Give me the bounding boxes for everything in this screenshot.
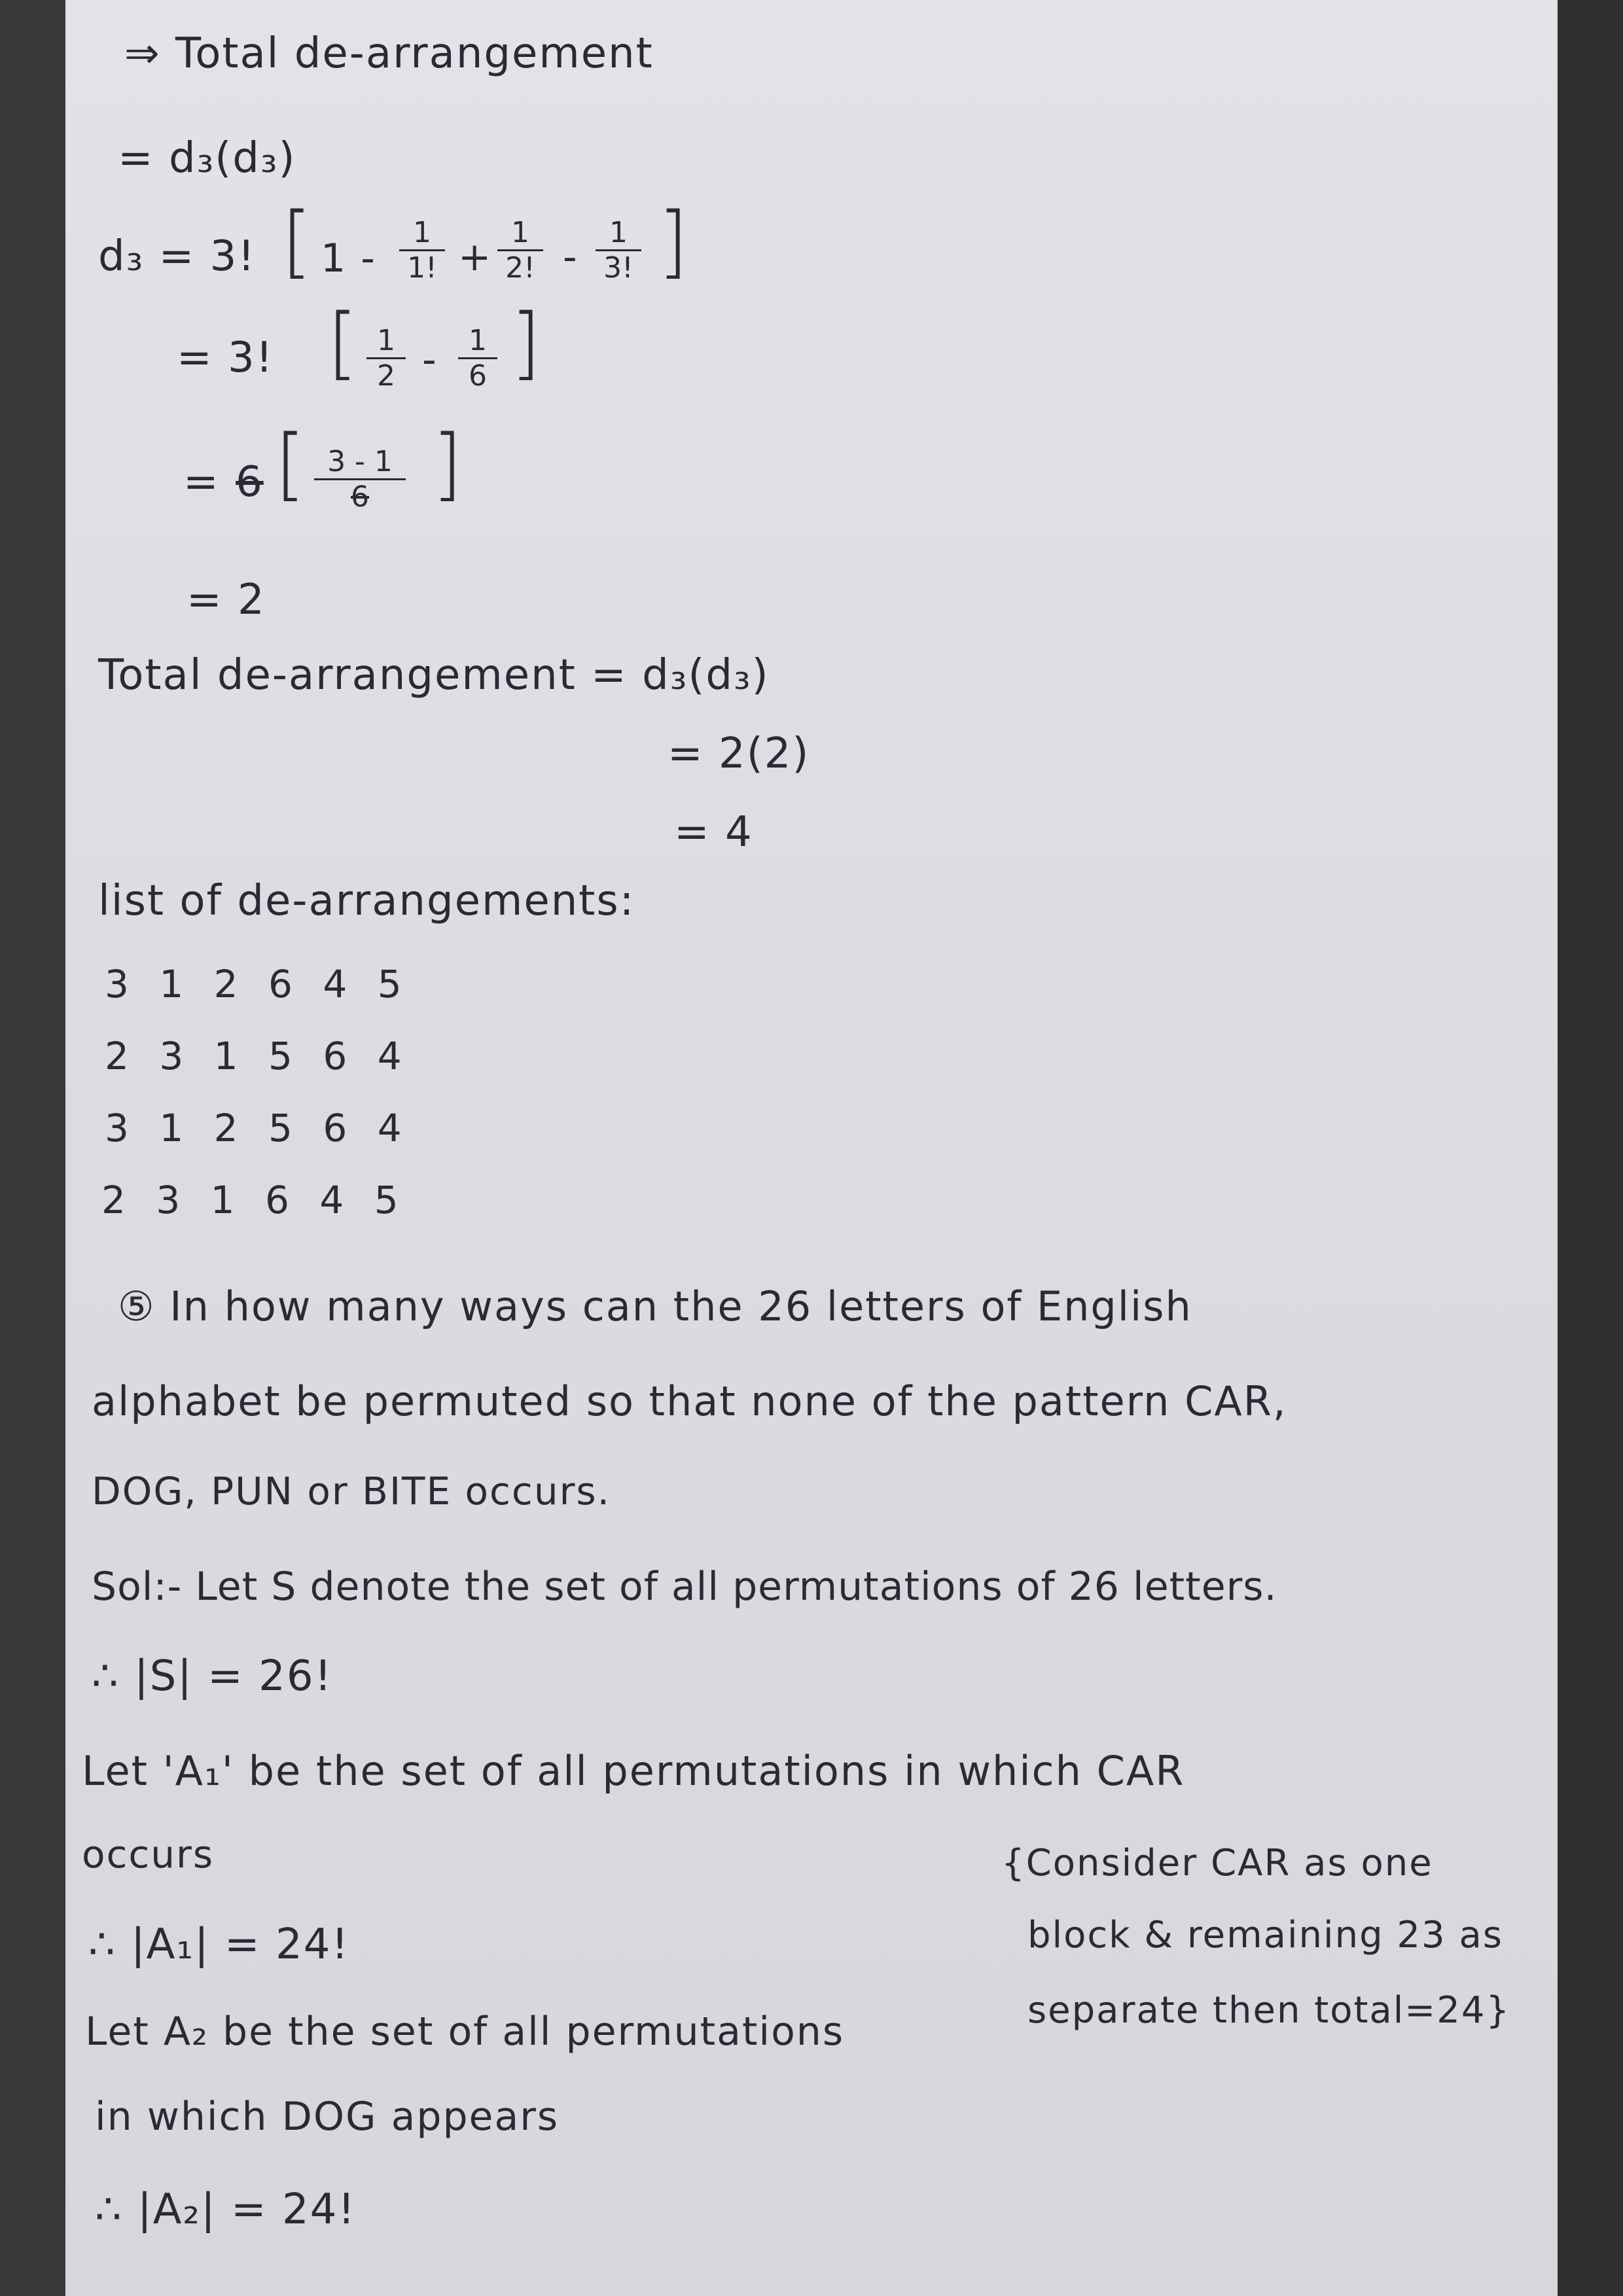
step3-equals: = [183, 458, 220, 506]
open-bracket-2: [ [327, 298, 358, 389]
result-equals-2: = 2 [187, 576, 266, 624]
open-bracket: [ [281, 196, 312, 287]
derangement-row-1: 3 1 2 6 4 5 [105, 962, 411, 1006]
a1-cardinality: ∴ |A₁| = 24! [88, 1920, 350, 1969]
derangement-row-4: 2 3 1 6 4 5 [101, 1178, 408, 1222]
question-5-line-1: ⑤ In how many ways can the 26 letters of English [118, 1282, 1192, 1330]
a2-definition: Let A₂ be the set of all permutations [85, 2009, 845, 2055]
a2-cardinality: ∴ |A₂| = 24! [95, 2185, 357, 2234]
solution-intro: Sol:- Let S denote the set of all permutations of 26 letters. [92, 1564, 1277, 1610]
line-2-of-2: = 2(2) [668, 730, 810, 778]
six-cancelled: 6 [236, 458, 264, 506]
fraction-1-over-6: $\frac{1}{6}$ [458, 324, 497, 393]
line-equals-4: = 4 [674, 808, 753, 857]
notebook-page [65, 0, 1558, 2296]
s-cardinality: ∴ |S| = 26! [92, 1652, 333, 1701]
fraction-1-over-2fact: $\frac{1}{2!}$ [497, 216, 543, 285]
a1-definition: Let 'A₁' be the set of all permutations in which CAR [82, 1747, 1185, 1795]
line-d3-d3: = d₃(d₃) [118, 134, 296, 183]
fraction-1-over-2: $\frac{1}{2}$ [366, 324, 406, 393]
note-line-2: block & remaining 23 as [1027, 1914, 1503, 1956]
background-right-edge [1558, 0, 1623, 2296]
note-line-1: {Consider CAR as one [1001, 1842, 1433, 1884]
derangement-row-3: 3 1 2 5 6 4 [105, 1106, 411, 1150]
total-derangement-line: Total de-arrangement = d₃(d₃) [98, 651, 770, 699]
fraction-1-over-1fact: $\frac{1}{1!}$ [399, 216, 445, 285]
occurs-word: occurs [82, 1832, 215, 1877]
bleed-through [1361, 39, 1374, 79]
plus-sign: + [458, 234, 493, 280]
close-bracket: ] [658, 196, 688, 287]
list-heading: list of de-arrangements: [98, 877, 635, 925]
close-bracket-3: ] [432, 419, 463, 510]
a2-definition-cont: in which DOG appears [95, 2094, 560, 2140]
step2-prefix: = 3! [177, 334, 274, 382]
minus-sign-2: - [422, 337, 438, 383]
d3-one-minus: 1 - [321, 236, 376, 281]
derangement-row-2: 2 3 1 5 6 4 [105, 1034, 411, 1078]
open-bracket-3: [ [275, 419, 306, 510]
question-5-line-3: DOG, PUN or BITE occurs. [92, 1469, 611, 1513]
d3-formula-prefix: d₃ = 3! [98, 232, 256, 281]
fraction-3minus1-over-6: $\frac{3 - 1}{6}$ [314, 445, 406, 514]
note-line-3: separate then total=24} [1027, 1989, 1511, 2032]
minus-sign: - [563, 234, 579, 280]
line-total-derangement: ⇒ Total de-arrangement [124, 29, 654, 78]
background-left-edge [0, 0, 65, 2296]
close-bracket-2: ] [510, 298, 541, 389]
question-5-line-2: alphabet be permuted so that none of the pattern CAR, [92, 1377, 1287, 1425]
fraction-1-over-3fact: $\frac{1}{3!}$ [596, 216, 641, 285]
